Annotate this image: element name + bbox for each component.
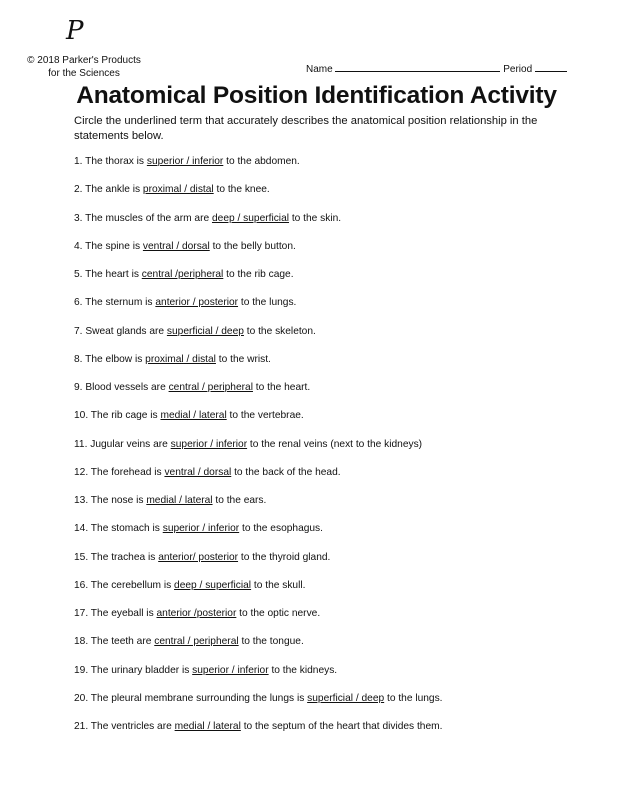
question-item (74, 693, 443, 721)
question-text-end: to the back of the head. (231, 466, 341, 478)
question-text-end: to the skull. (251, 579, 306, 591)
question-item (74, 580, 443, 608)
answer-choices[interactable]: anterior / posterior (155, 297, 239, 309)
question-text: 5. The heart is (74, 269, 142, 280)
answer-choices[interactable]: central / peripheral (168, 382, 253, 393)
question-text: 12. The forehead is (74, 466, 165, 478)
question-text-end: to the wrist. (215, 353, 271, 365)
answer-choices[interactable]: superior / inferior (170, 438, 248, 450)
question-text-end: to the esophagus. (239, 523, 323, 535)
question-item (74, 213, 443, 241)
answer-choices[interactable]: ventral / dorsal (164, 466, 232, 478)
name-label: Name (306, 64, 333, 75)
question-text-end: to the septum of the heart that divides them. (240, 721, 443, 732)
question-item (74, 156, 443, 184)
question-text: 10. The rib cage is (74, 410, 161, 422)
answer-choices[interactable]: central / peripheral (154, 636, 239, 648)
question-item (74, 297, 443, 325)
question-text-end: to the skeleton. (243, 325, 316, 337)
question-text: 7. Sweat glands are (74, 325, 167, 337)
answer-choices[interactable]: central /peripheral (141, 269, 224, 280)
question-text-end: to the kidneys. (268, 664, 338, 676)
answer-choices[interactable]: proximal / distal (145, 353, 216, 365)
page-title: Anatomical Position Identification Activity (76, 82, 557, 109)
question-text-end: to the heart. (252, 382, 311, 393)
question-text: 3. The muscles of the arm are (74, 212, 212, 224)
period-label: Period (503, 64, 533, 75)
question-text: 9. Blood vessels are (74, 382, 169, 393)
question-item (74, 467, 443, 495)
question-text-end: to the abdomen. (223, 156, 300, 167)
question-list (74, 156, 443, 749)
name-field[interactable] (335, 62, 500, 72)
question-text: 15. The trachea is (74, 551, 159, 563)
copyright-line-2: for the Sciences (48, 68, 120, 79)
answer-choices[interactable]: deep / superficial (211, 212, 290, 224)
question-text-end: to the optic nerve. (236, 608, 321, 619)
question-item (74, 636, 443, 664)
question-text-end: to the lungs. (238, 297, 297, 309)
question-text: 20. The pleural membrane surrounding the lungs is (74, 692, 308, 704)
question-text: 11. Jugular veins are (74, 438, 171, 450)
question-text: 21. The ventricles are (74, 721, 175, 732)
question-item (74, 552, 443, 580)
answer-choices[interactable]: anterior/ posterior (158, 551, 239, 563)
question-text: 4. The spine is (74, 240, 143, 252)
copyright-line-1: © 2018 Parker's Products (27, 55, 141, 66)
question-item (74, 721, 443, 749)
question-item (74, 439, 443, 467)
question-item (74, 354, 443, 382)
answer-choices[interactable]: proximal / distal (142, 184, 214, 196)
instructions: Circle the underlined term that accurately describes the anatomical position relationship in the statements below. (74, 115, 538, 142)
answer-choices[interactable]: superior / inferior (162, 523, 240, 535)
question-text-end: to the thyroid gland. (238, 551, 331, 563)
answer-choices[interactable]: medial / lateral (160, 410, 227, 422)
question-text: 14. The stomach is (74, 523, 163, 535)
answer-choices[interactable]: superior / inferior (192, 664, 269, 676)
question-text: 17. The eyeball is (74, 608, 157, 619)
question-text-end: to the belly button. (209, 240, 296, 252)
question-item (74, 495, 443, 523)
question-text: 6. The sternum is (74, 297, 156, 309)
question-text: 1. The thorax is (74, 156, 147, 167)
period-field[interactable] (535, 62, 567, 72)
question-item (74, 269, 443, 297)
question-text: 18. The teeth are (74, 636, 155, 648)
answer-choices[interactable]: ventral / dorsal (142, 240, 210, 252)
question-item (74, 665, 443, 693)
question-text: 8. The elbow is (74, 353, 146, 365)
question-text: 2. The ankle is (74, 184, 143, 196)
answer-choices[interactable]: medial / lateral (174, 721, 241, 732)
question-item (74, 184, 443, 212)
question-text-end: to the renal veins (next to the kidneys) (247, 438, 423, 450)
question-item (74, 241, 443, 269)
question-text-end: to the vertebrae. (226, 410, 304, 422)
question-text: 16. The cerebellum is (74, 579, 175, 591)
question-text-end: to the tongue. (238, 636, 304, 648)
answer-choices[interactable]: deep / superficial (174, 579, 252, 591)
question-text-end: to the ears. (212, 495, 267, 506)
question-item (74, 410, 443, 438)
question-text: 13. The nose is (74, 495, 147, 506)
answer-choices[interactable]: superficial / deep (307, 692, 385, 704)
answer-choices[interactable]: medial / lateral (146, 495, 213, 506)
question-text-end: to the lungs. (384, 692, 443, 704)
question-item (74, 523, 443, 551)
question-text: 19. The urinary bladder is (74, 664, 193, 676)
name-period-bar (306, 62, 567, 75)
answer-choices[interactable]: superficial / deep (166, 325, 244, 337)
question-item (74, 608, 443, 636)
question-item (74, 382, 443, 410)
answer-choices[interactable]: superior / inferior (146, 156, 224, 167)
question-text-end: to the skin. (289, 212, 342, 224)
question-text-end: to the knee. (213, 184, 270, 196)
logo: P (66, 16, 84, 46)
copyright (18, 54, 150, 80)
question-text-end: to the rib cage. (223, 269, 294, 280)
question-item (74, 326, 443, 354)
answer-choices[interactable]: anterior /posterior (156, 608, 237, 619)
